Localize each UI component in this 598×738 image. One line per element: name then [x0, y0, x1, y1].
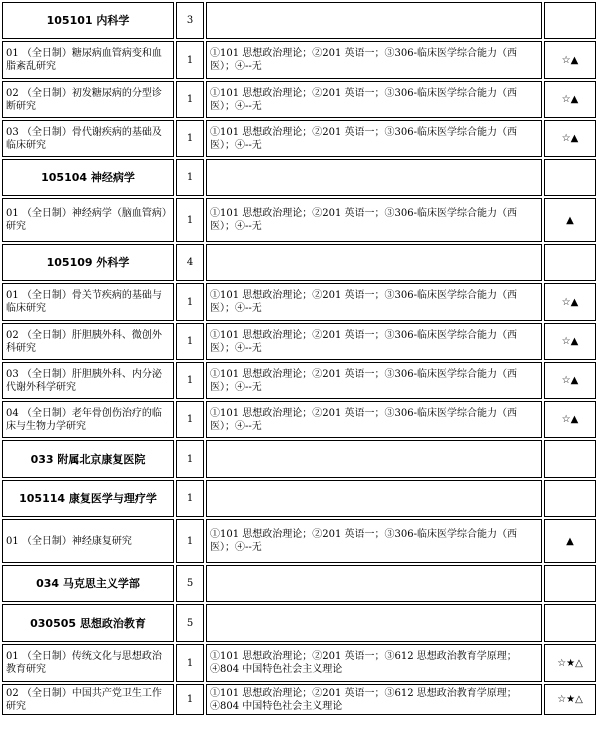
remark-symbols: ☆▲ — [544, 401, 596, 438]
research-direction: 01 （全日制）传统文化与思想政治教育研究 — [2, 644, 174, 682]
exam-subjects — [206, 565, 542, 602]
research-direction: 04 （全日制）老年骨创伤治疗的临床与生物力学研究 — [2, 401, 174, 438]
enrollment-count: 4 — [176, 244, 204, 281]
table-row — [2, 684, 596, 715]
remark-symbols — [544, 159, 596, 196]
table-row — [2, 644, 596, 682]
table-row — [2, 480, 596, 517]
major-header-name: 105114 康复医学与理疗学 — [2, 480, 174, 517]
remark-symbols: ☆★△ — [544, 644, 596, 682]
table-row — [2, 159, 596, 196]
research-direction: 03 （全日制）骨代谢疾病的基础及临床研究 — [2, 120, 174, 157]
remark-symbols — [544, 2, 596, 39]
enrollment-count: 3 — [176, 2, 204, 39]
exam-subjects — [206, 159, 542, 196]
table-row — [2, 604, 596, 642]
exam-subjects: ①101 思想政治理论；②201 英语一；③306-临床医学综合能力（西医）；④--无 — [206, 519, 542, 563]
remark-symbols: ☆★△ — [544, 684, 596, 715]
table-row — [2, 565, 596, 602]
exam-subjects: ①101 思想政治理论；②201 英语一；③306-临床医学综合能力（西医）；④--无 — [206, 283, 542, 321]
enrollment-count: 1 — [176, 41, 204, 79]
exam-subjects: ①101 思想政治理论；②201 英语一；③612 思想政治教育学原理；④804 中国特色社会主义理论 — [206, 644, 542, 682]
enrollment-count: 5 — [176, 604, 204, 642]
table-row — [2, 283, 596, 321]
enrollment-count: 1 — [176, 283, 204, 321]
remark-symbols — [544, 604, 596, 642]
research-direction: 01 （全日制）神经病学（脑血管病）研究 — [2, 198, 174, 242]
major-header-name: 105109 外科学 — [2, 244, 174, 281]
remark-symbols — [544, 244, 596, 281]
exam-subjects: ①101 思想政治理论；②201 英语一；③306-临床医学综合能力（西医）；④--无 — [206, 401, 542, 438]
table-row — [2, 440, 596, 478]
enrollment-count: 1 — [176, 323, 204, 360]
enrollment-count: 5 — [176, 565, 204, 602]
remark-symbols: ☆▲ — [544, 120, 596, 157]
remark-symbols: ☆▲ — [544, 283, 596, 321]
exam-subjects: ①101 思想政治理论；②201 英语一；③612 思想政治教育学原理；④804 中国特色社会主义理论 — [206, 684, 542, 715]
research-direction: 01 （全日制）糖尿病血管病变和血脂紊乱研究 — [2, 41, 174, 79]
exam-subjects: ①101 思想政治理论；②201 英语一；③306-临床医学综合能力（西医）；④--无 — [206, 323, 542, 360]
research-direction: 02 （全日制）肝胆胰外科、微创外科研究 — [2, 323, 174, 360]
enrollment-count: 1 — [176, 120, 204, 157]
table-row — [2, 198, 596, 242]
table-row — [2, 41, 596, 79]
enrollment-count: 1 — [176, 159, 204, 196]
remark-symbols — [544, 440, 596, 478]
remark-symbols: ☆▲ — [544, 362, 596, 399]
remark-symbols — [544, 565, 596, 602]
remark-symbols: ▲ — [544, 198, 596, 242]
exam-subjects — [206, 480, 542, 517]
research-direction: 02 （全日制）中国共产党卫生工作研究 — [2, 684, 174, 715]
remark-symbols: ☆▲ — [544, 81, 596, 118]
exam-subjects: ①101 思想政治理论；②201 英语一；③306-临床医学综合能力（西医）；④--无 — [206, 41, 542, 79]
table-row — [2, 519, 596, 563]
enrollment-count: 1 — [176, 362, 204, 399]
exam-subjects: ①101 思想政治理论；②201 英语一；③306-临床医学综合能力（西医）；④--无 — [206, 362, 542, 399]
table-row — [2, 244, 596, 281]
remark-symbols: ▲ — [544, 519, 596, 563]
exam-subjects: ①101 思想政治理论；②201 英语一；③306-临床医学综合能力（西医）；④--无 — [206, 120, 542, 157]
table-row — [2, 2, 596, 39]
major-header-name: 030505 思想政治教育 — [2, 604, 174, 642]
research-direction: 01 （全日制）神经康复研究 — [2, 519, 174, 563]
research-direction: 02 （全日制）初发糖尿病的分型诊断研究 — [2, 81, 174, 118]
table-row — [2, 362, 596, 399]
enrollment-count: 1 — [176, 480, 204, 517]
exam-subjects — [206, 604, 542, 642]
exam-subjects — [206, 244, 542, 281]
exam-subjects: ①101 思想政治理论；②201 英语一；③306-临床医学综合能力（西医）；④--无 — [206, 198, 542, 242]
enrollment-count: 1 — [176, 644, 204, 682]
table-row — [2, 323, 596, 360]
remark-symbols — [544, 480, 596, 517]
table-row — [2, 401, 596, 438]
research-direction: 03 （全日制）肝胆胰外科、内分泌代谢外科学研究 — [2, 362, 174, 399]
department-header-name: 034 马克思主义学部 — [2, 565, 174, 602]
remark-symbols: ☆▲ — [544, 41, 596, 79]
enrollment-count: 1 — [176, 401, 204, 438]
enrollment-count: 1 — [176, 440, 204, 478]
enrollment-count: 1 — [176, 519, 204, 563]
enrollment-count: 1 — [176, 81, 204, 118]
enrollment-count: 1 — [176, 198, 204, 242]
enrollment-count: 1 — [176, 684, 204, 715]
table-row — [2, 120, 596, 157]
remark-symbols: ☆▲ — [544, 323, 596, 360]
department-header-name: 033 附属北京康复医院 — [2, 440, 174, 478]
exam-subjects: ①101 思想政治理论；②201 英语一；③306-临床医学综合能力（西医）；④--无 — [206, 81, 542, 118]
major-header-name: 105104 神经病学 — [2, 159, 174, 196]
research-direction: 01 （全日制）骨关节疾病的基础与临床研究 — [2, 283, 174, 321]
exam-subjects — [206, 440, 542, 478]
table-row — [2, 81, 596, 118]
exam-subjects — [206, 2, 542, 39]
major-header-name: 105101 内科学 — [2, 2, 174, 39]
